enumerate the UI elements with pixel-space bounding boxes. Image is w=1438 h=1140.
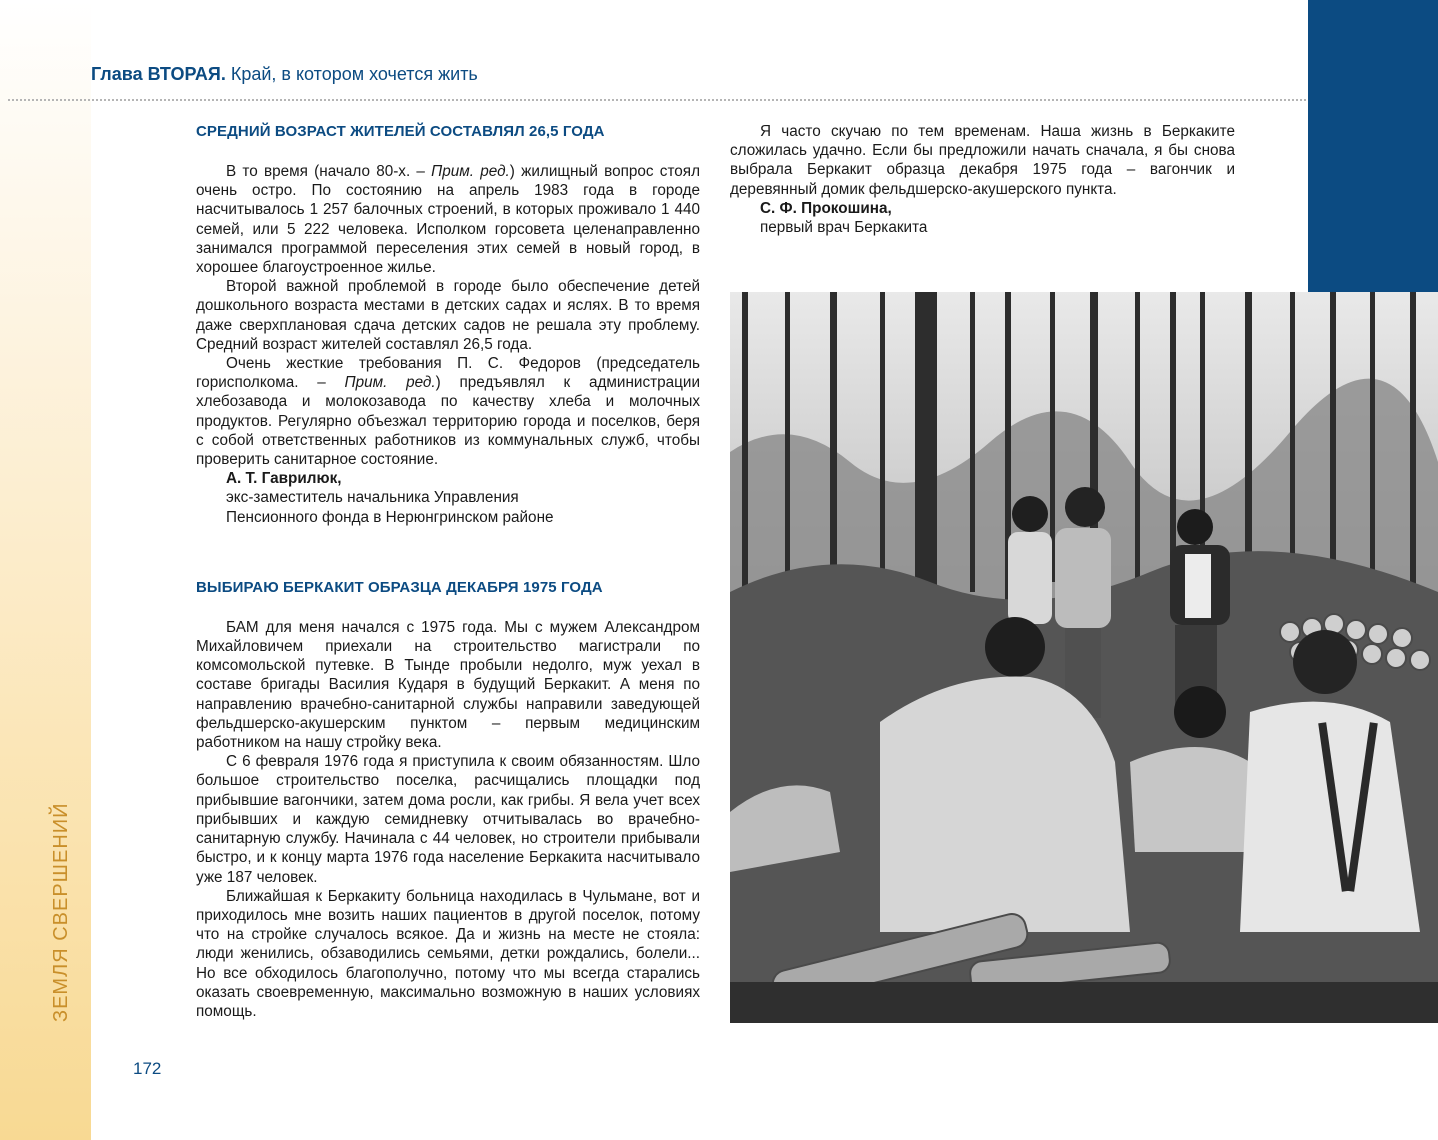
- section2-heading: ВЫБИРАЮ БЕРКАКИТ ОБРАЗЦА ДЕКАБРЯ 1975 ГОДА: [196, 578, 603, 596]
- editor-note: Прим. ред.: [431, 163, 510, 180]
- chapter-number: Глава ВТОРАЯ.: [91, 64, 226, 84]
- chapter-title: Край, в котором хочется жить: [225, 64, 478, 84]
- section1-paragraph-3: [196, 354, 700, 469]
- section-gap: [196, 527, 700, 565]
- text-run: Очень жесткие требования П. С. Федоров (председатель горисполкома. –: [196, 355, 700, 392]
- section2-paragraph-4: Я часто скучаю по тем временам. Наша жизнь в Беркаките сложилась удачно. Если бы предложили начать сначала, я бы снова выбрала Беркакит образца декабря 1975 года – вагончик и деревянный домик фельдшерско-акушерского пункта.: [730, 123, 1235, 198]
- right-column: [730, 122, 1235, 237]
- section1-heading: СРЕДНИЙ ВОЗРАСТ ЖИТЕЛЕЙ СОСТАВЛЯЛ 26,5 ГОДА: [196, 123, 605, 140]
- chapter-header: [91, 64, 478, 85]
- left-column: [196, 122, 700, 1021]
- photo-illustration: [730, 292, 1438, 1023]
- forest-workers-photo: [730, 292, 1438, 1023]
- section2-signature-name: С. Ф. Прокошина,: [760, 199, 892, 217]
- section1-signature-line-2: Пенсионного фонда в Нерюнгринском районе: [226, 508, 554, 526]
- editor-note: Прим. ред.: [344, 374, 436, 392]
- vertical-book-title: ЗЕМЛЯ СВЕРШЕНИЙ: [50, 802, 72, 1022]
- section2-paragraph-1: БАМ для меня начался с 1975 года. Мы с мужем Александром Михайловичем приехали на строительство магистрали по комсомольской путевке. В Тынде пробыли недолго, муж уехал в составе бригады Василия Кударя в будущий Беркакит. А меня по направлению врачебно-санитарной службы направили заведующей фельдшерско-акушерским пунктом – первым медицинским работником на нашу стройку века.: [196, 618, 700, 752]
- section2-paragraph-3: Ближайшая к Беркакиту больница находилась в Чульмане, вот и приходилось мне возить наших пациентов в другой поселок, потому что на стройке случалось всякое. Да и жизнь на месте не стояла: люди женились, обзаводились семьями, детки рождались, болели... Но все обходилось благополучно, потому что мы всегда старались оказать своевременную, максимально возможную в наших условиях помощь.: [196, 887, 700, 1020]
- section2-signature-line-1: первый врач Беркакита: [760, 219, 928, 237]
- text-run: В то время (начало 80-х. –: [226, 163, 432, 180]
- section2-paragraph-2: С 6 февраля 1976 года я приступила к своим обязанностям. Шло большое строительство поселка, расчищались площадки под прибывшие вагончики, затем дома росли, как грибы. Я вела учет всех прибывших и каждую семидневку отчитывалась во врачебно-санитарную службу. Начинала с 44 человек, но строители прибывали быстро, и к концу марта 1976 года население Беркакита насчитывало уже 187 человек.: [196, 753, 700, 886]
- dotted-divider: [8, 99, 1306, 101]
- page-number: 172: [133, 1059, 162, 1078]
- side-gradient-band: [0, 0, 91, 1140]
- text-run: ) предъявлял к администрации хлебозавода и молокозавода по качеству хлеба и молочных продуктов. Регулярно объезжал территорию города и поселков, беря с собой ответственных работников из коммунальных служб, чтобы проверить санитарное состояние.: [196, 374, 700, 469]
- section1-paragraph-2: Второй важной проблемой в городе было обеспечение детей дошкольного возраста местами в детских садах и яслях. В то время даже сверхплановая сдача детских садов не решала эту проблему. Средний возраст жителей составлял 26,5 года.: [196, 278, 700, 353]
- section1-signature-line-1: экс-заместитель начальника Управления: [226, 489, 519, 507]
- blue-corner-block: [1308, 0, 1438, 292]
- text-run: ) жилищный вопрос стоял очень остро. По состоянию на апрель 1983 года в городе насчитывалось 1 257 балочных строений, в которых проживало 1 440 семей, или 5 222 человека. Исполком горсовета целенаправленно занимался программой переселения этих семей в новый город, в хорошее благоустроенное жилье.: [196, 163, 701, 277]
- section1-signature-name: А. Т. Гаврилюк,: [226, 470, 342, 488]
- section1-paragraph-1: [196, 162, 700, 277]
